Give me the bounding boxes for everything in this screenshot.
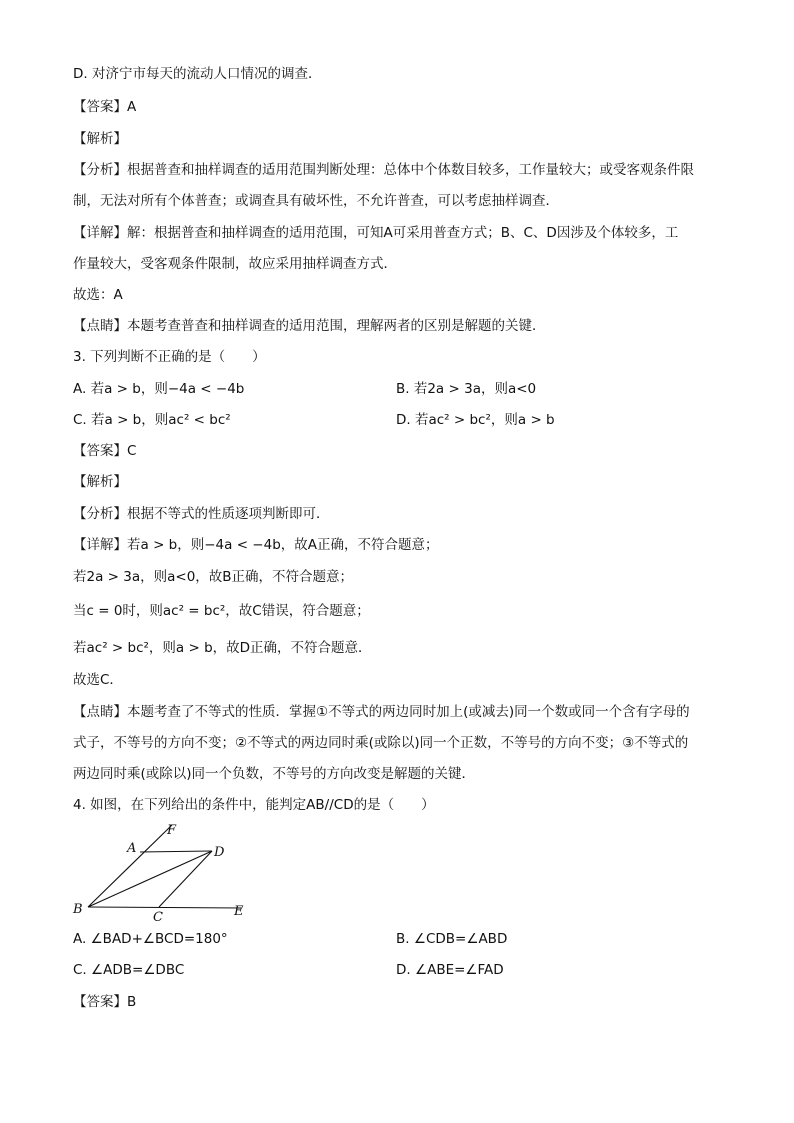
answer-label-4: 【答案】B: [73, 994, 137, 1010]
detail-text-cont: 作量较大，受客观条件限制，故应采用抽样调查方式．: [73, 256, 397, 272]
analysis-text-cont: 制，无法对所有个体普查；或调查具有破坏性，不允许普查，可以考虑抽样调查．: [73, 193, 559, 209]
question-4-option-c: C. ∠ADB=∠DBC: [73, 962, 185, 978]
detail-text-3-d: 若ac² > bc²，则a > b，故D正确，不符合题意．: [73, 640, 372, 656]
question-4-option-d: D. ∠ABE=∠FAD: [396, 962, 504, 978]
segment-ad: [140, 851, 212, 852]
question-3-option-d: D. 若ac² > bc²，则a > b: [396, 412, 555, 428]
answer-label-3: 【答案】C: [73, 443, 137, 459]
segment-bd: [88, 851, 212, 907]
choice-text-3: 故选C．: [73, 672, 123, 688]
geometry-figure: [66, 818, 256, 928]
comment-text: 【点睛】本题考查普查和抽样调查的适用范围，理解两者的区别是解题的关键．: [73, 318, 546, 334]
comment-text-3-b: 式子，不等号的方向不变；②不等式的两边同时乘(或除以)同一个正数，不等号的方向不变；③不等式的: [73, 735, 689, 751]
label-a: A: [127, 841, 137, 856]
label-d: D: [214, 845, 225, 860]
question-3-option-c: C. 若a > b，则ac² < bc²: [73, 412, 231, 428]
label-f: F: [167, 823, 177, 838]
analysis-heading: 【解析】: [73, 131, 127, 147]
detail-text-3-c: 当c = 0时，则ac² = bc²，故C错误，符合题意；: [73, 603, 370, 619]
detail-text: 【详解】解：根据普查和抽样调查的适用范围，可知A可采用普查方式；B、C、D因涉及个体较多，工: [73, 225, 679, 241]
comment-text-3: 【点睛】本题考查了不等式的性质．掌握①不等式的两边同时加上(或减去)同一个数或同一个含有字母的: [73, 704, 690, 720]
question-4-stem: 4. 如图，在下列给出的条件中，能判定AB//CD的是（ ）: [73, 797, 435, 813]
answer-label: 【答案】A: [73, 99, 137, 115]
segment-cd: [159, 851, 212, 907]
analysis-text-3: 【分析】根据不等式的性质逐项判断即可．: [73, 506, 330, 522]
question-3-option-a: A. 若a > b，则−4a < −4b: [73, 381, 245, 397]
question-4-option-b: B. ∠CDB=∠ABD: [396, 931, 508, 947]
comment-text-3-c: 两边同时乘(或除以)同一个负数，不等号的方向改变是解题的关键．: [73, 766, 476, 782]
label-c: C: [153, 910, 163, 925]
question-3-option-b: B. 若2a > 3a，则a<0: [396, 381, 537, 397]
analysis-heading-3: 【解析】: [73, 474, 127, 490]
detail-text-3-b: 若2a > 3a，则a<0，故B正确，不符合题意；: [73, 569, 354, 585]
question-3-stem: 3. 下列判断不正确的是（ ）: [73, 349, 266, 365]
label-b: B: [73, 902, 83, 917]
question-4-option-a: A. ∠BAD+∠BCD=180°: [73, 931, 228, 947]
analysis-text: 【分析】根据普查和抽样调查的适用范围判断处理：总体中个体数目较多，工作量较大；或受客观条件限: [73, 162, 694, 178]
line-bf: [88, 825, 172, 907]
option-d-text: D. 对济宁市每天的流动人口情况的调查．: [73, 66, 322, 82]
line-be: [88, 907, 242, 908]
detail-text-3: 【详解】若a > b，则−4a < −4b，故A正确，不符合题意；: [73, 537, 439, 553]
label-e: E: [234, 904, 244, 919]
choice-text: 故选：A: [73, 287, 123, 303]
